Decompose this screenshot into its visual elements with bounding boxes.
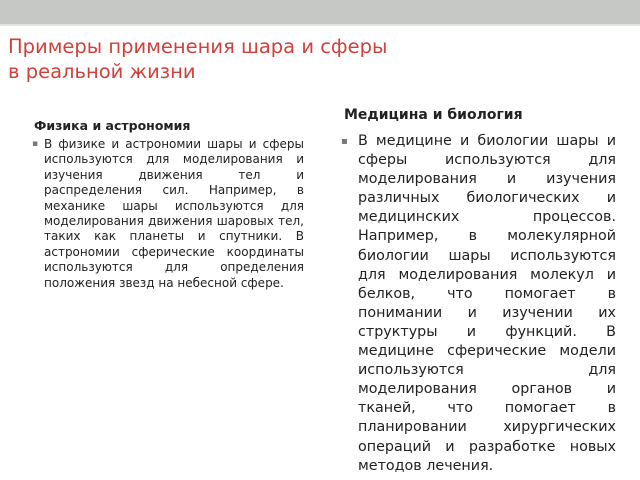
right-column-text: В медицине и биологии шары и сферы используются для моделирования и изучения различных биологических и медицинских процессов. Например, в молекулярной биологии шары используются для моделирования молекул и белков, что помогает в понимании и изучении их структуры и функций. В медицине сферические модели используются для моделирования органов и тканей, что помогает в планировании хирургических операций и разработке новых методов лечения. <box>358 133 616 474</box>
left-column-list <box>32 137 304 291</box>
right-column <box>340 106 616 476</box>
list-item <box>340 132 616 476</box>
left-column-heading: Физика и астрономия <box>34 118 191 133</box>
bullet-icon: ▪ <box>341 136 348 147</box>
right-column-list <box>340 132 616 476</box>
left-column-text: В физике и астрономии шары и сферы используются для моделирования и изучения движения тел и распределения сил. Например, в механике шары используются для моделирования движения шаровых тел, таких как планеты и спутники. В астрономии сферические координаты используются для определения положения звезд на небесной сфере. <box>44 137 304 290</box>
slide-title <box>8 34 628 84</box>
slide-top-bar-divider <box>0 24 640 26</box>
list-item <box>32 137 304 291</box>
slide-title-line-2: в реальной жизни <box>8 60 196 83</box>
slide-top-bar <box>0 0 640 24</box>
left-column <box>32 118 304 291</box>
slide-title-line-1: Примеры применения шара и сферы <box>8 35 388 58</box>
bullet-icon: ▪ <box>32 139 39 149</box>
right-column-heading: Медицина и биология <box>344 107 523 123</box>
